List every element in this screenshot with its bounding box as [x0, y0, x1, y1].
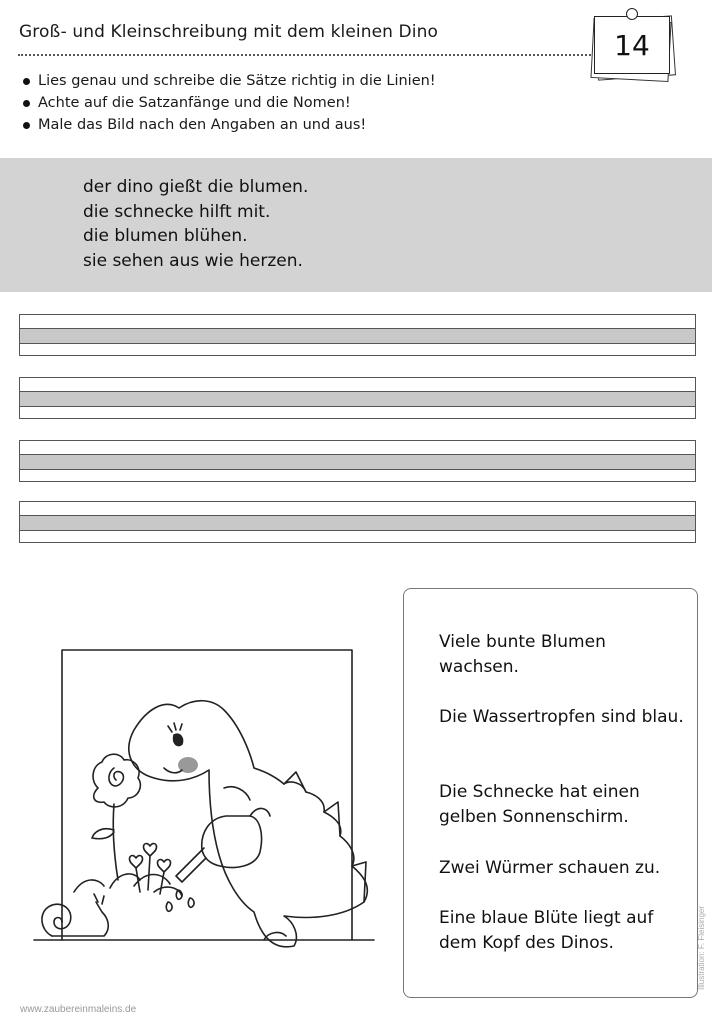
pin-icon — [626, 8, 638, 20]
sentence-line: der dino gießt die blumen. — [83, 177, 309, 197]
heart-flower — [143, 844, 156, 856]
writing-lines-3[interactable] — [19, 440, 696, 482]
instruction-item — [22, 70, 436, 92]
writing-midband — [20, 515, 695, 531]
bullet-icon — [23, 122, 30, 129]
page-number-note — [588, 6, 676, 80]
title-dotted-rule — [18, 54, 598, 56]
writing-lines-2[interactable] — [19, 377, 696, 419]
coloring-task: Viele bunte Blumen wachsen. — [439, 632, 606, 677]
instruction-text: Male das Bild nach den Angaben an und aus! — [38, 117, 367, 133]
writing-lines-4[interactable] — [19, 501, 696, 543]
heart-flower — [157, 860, 170, 872]
bullet-icon — [23, 78, 30, 85]
flower-stem — [113, 804, 118, 880]
dino-watering-illustration[interactable] — [14, 640, 394, 960]
instruction-item — [22, 114, 436, 136]
coloring-task: Eine blaue Blüte liegt auf dem Kopf des Dinos. — [439, 908, 654, 953]
window-frame — [62, 650, 352, 940]
instruction-item — [22, 92, 436, 114]
coloring-task: Zwei Würmer schauen zu. — [439, 858, 661, 878]
page-number: 14 — [594, 16, 670, 74]
sentence-line: die blumen blühen. — [83, 226, 248, 246]
water-drop — [188, 898, 194, 907]
heart-flower — [129, 856, 142, 868]
instruction-text: Achte auf die Satzanfänge und die Nomen! — [38, 95, 351, 111]
water-drop — [166, 902, 172, 911]
illustration-credit: Illustration: F. Fleisinger — [697, 905, 706, 990]
flower-icon — [93, 754, 140, 807]
website-footer[interactable]: www.zaubereinmaleins.de — [20, 1004, 137, 1015]
dino-eye — [174, 734, 183, 745]
writing-midband — [20, 391, 695, 407]
coloring-task: Die Wassertropfen sind blau. — [439, 707, 684, 727]
dino-spikes — [284, 772, 366, 902]
instruction-list — [22, 70, 436, 136]
watering-can-icon — [202, 816, 262, 867]
sentence-list — [83, 175, 308, 273]
dino-icon — [129, 701, 367, 947]
snail-icon — [42, 904, 71, 936]
worksheet-title: Groß- und Kleinschreibung mit dem kleinen Dino — [19, 22, 438, 42]
instruction-text: Lies genau und schreibe die Sätze richtig in die Linien! — [38, 73, 436, 89]
bullet-icon — [23, 100, 30, 107]
writing-midband — [20, 454, 695, 470]
writing-midband — [20, 328, 695, 344]
sentence-line: die schnecke hilft mit. — [83, 201, 271, 222]
sentence-line: sie sehen aus wie herzen. — [83, 250, 303, 271]
coloring-task: Die Schnecke hat einen gelben Sonnenschirm. — [439, 782, 640, 827]
writing-lines-1[interactable] — [19, 314, 696, 356]
